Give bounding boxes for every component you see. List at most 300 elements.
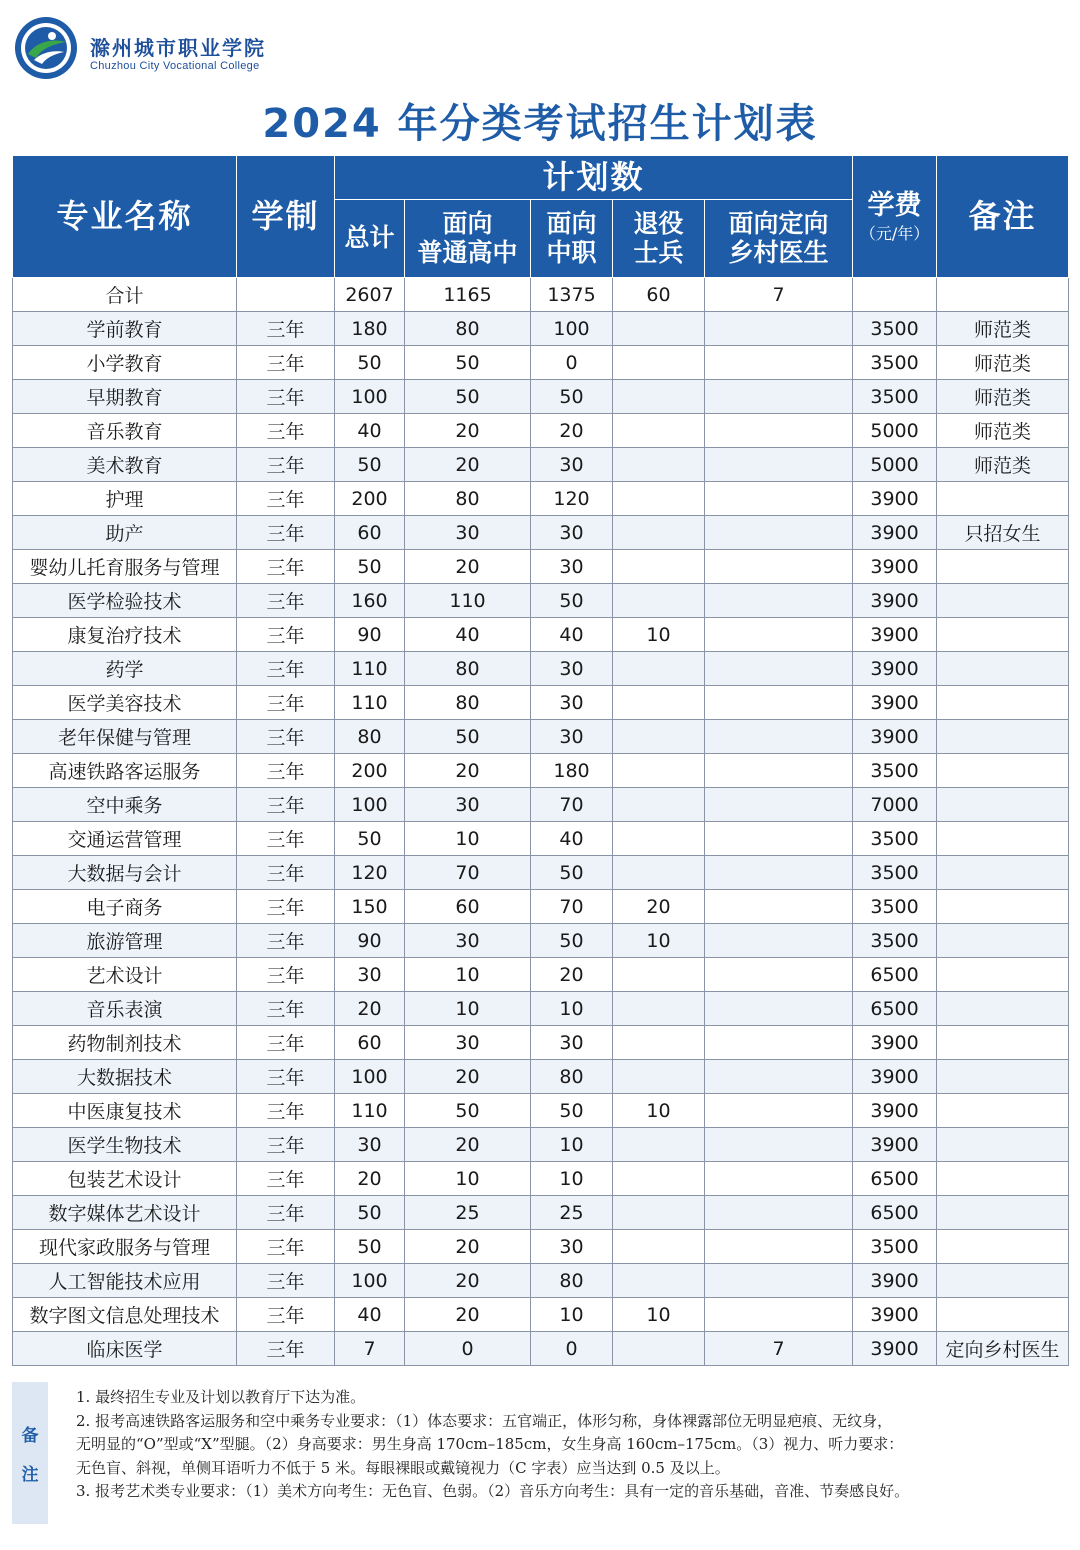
cell-total: 60: [335, 516, 405, 550]
cell-duration: 三年: [237, 1264, 335, 1298]
cell-major: 包装艺术设计: [13, 1162, 237, 1196]
cell-veterans: [613, 550, 705, 584]
school-name-en: Chuzhou City Vocational College: [90, 60, 260, 72]
cell-tuition: 3900: [853, 482, 937, 516]
cell-duration: 三年: [237, 754, 335, 788]
cell-major: 老年保健与管理: [13, 720, 237, 754]
cell-general-hs: 70: [405, 856, 531, 890]
cell-major: 音乐表演: [13, 992, 237, 1026]
cell-general-hs: 50: [405, 720, 531, 754]
cell-remark: 师范类: [937, 346, 1069, 380]
cell-total: 150: [335, 890, 405, 924]
cell-general-hs: 20: [405, 448, 531, 482]
table-row: [13, 1128, 1069, 1162]
table-row: [13, 448, 1069, 482]
cell-major: 人工智能技术应用: [13, 1264, 237, 1298]
cell-veterans: [613, 652, 705, 686]
cell-vocational: 0: [531, 1332, 613, 1366]
cell-total: 60: [335, 1026, 405, 1060]
cell-duration: 三年: [237, 992, 335, 1026]
cell-veterans: [613, 1196, 705, 1230]
cell-duration: 三年: [237, 346, 335, 380]
cell-veterans: [613, 1060, 705, 1094]
cell-major: 数字媒体艺术设计: [13, 1196, 237, 1230]
header-general-hs: [405, 200, 531, 278]
cell-vocational: 100: [531, 312, 613, 346]
cell-rural-doctor: [705, 720, 853, 754]
cell-duration: 三年: [237, 720, 335, 754]
cell-duration: 三年: [237, 686, 335, 720]
cell-rural-doctor: [705, 958, 853, 992]
cell-tuition: 3900: [853, 1026, 937, 1060]
note-line: 2. 报考高速铁路客运服务和空中乘务专业要求：（1）体态要求：五官端正，体形匀称，身体裸露部位无明显疤痕、无纹身，: [76, 1411, 893, 1430]
cell-duration: 三年: [237, 1026, 335, 1060]
header-general-hs-l1: 面向: [442, 208, 493, 238]
cell-veterans: [613, 1230, 705, 1264]
table-row: [13, 1094, 1069, 1128]
cell-rural-doctor: [705, 1026, 853, 1060]
cell-veterans: [613, 958, 705, 992]
cell-rural-doctor: [705, 618, 853, 652]
cell-vocational: 70: [531, 890, 613, 924]
cell-vocational: 10: [531, 1162, 613, 1196]
cell-veterans: [613, 414, 705, 448]
cell-vocational: 10: [531, 1128, 613, 1162]
notes-label-char-2: 注: [21, 1465, 39, 1485]
cell-tuition: 3900: [853, 1298, 937, 1332]
cell-tuition: 3500: [853, 346, 937, 380]
notes-text: [76, 1386, 1066, 1504]
cell-remark: [937, 754, 1069, 788]
cell-general-hs: 20: [405, 1230, 531, 1264]
cell-tuition: 3500: [853, 754, 937, 788]
cell-duration: 三年: [237, 1332, 335, 1366]
cell-general-hs: 0: [405, 1332, 531, 1366]
cell-rural-doctor: [705, 1196, 853, 1230]
cell-tuition: 3900: [853, 516, 937, 550]
cell-tuition: 5000: [853, 448, 937, 482]
header-veterans-l2: 士兵: [633, 237, 684, 267]
cell-veterans: [613, 482, 705, 516]
cell-vocational: 30: [531, 686, 613, 720]
cell-major: 药学: [13, 652, 237, 686]
cell-remark: [937, 1162, 1069, 1196]
table-row: [13, 856, 1069, 890]
cell-duration: 三年: [237, 1128, 335, 1162]
cell-vocational: 30: [531, 516, 613, 550]
cell-tuition: 3900: [853, 1264, 937, 1298]
cell-major: 大数据与会计: [13, 856, 237, 890]
cell-major: 小学教育: [13, 346, 237, 380]
table-row: [13, 1298, 1069, 1332]
total-vocational: 1375: [531, 278, 613, 312]
cell-total: 50: [335, 346, 405, 380]
cell-major: 现代家政服务与管理: [13, 1230, 237, 1264]
cell-total: 30: [335, 958, 405, 992]
cell-vocational: 50: [531, 380, 613, 414]
cell-vocational: 70: [531, 788, 613, 822]
cell-tuition: 3900: [853, 720, 937, 754]
cell-remark: [937, 890, 1069, 924]
cell-general-hs: 80: [405, 686, 531, 720]
header-total: 总计: [335, 200, 405, 278]
cell-major: 旅游管理: [13, 924, 237, 958]
cell-tuition: 3900: [853, 1060, 937, 1094]
cell-major: 学前教育: [13, 312, 237, 346]
cell-general-hs: 10: [405, 1162, 531, 1196]
cell-total: 20: [335, 992, 405, 1026]
cell-general-hs: 110: [405, 584, 531, 618]
cell-total: 7: [335, 1332, 405, 1366]
total-tuition: [853, 278, 937, 312]
cell-remark: 定向乡村医生: [937, 1332, 1069, 1366]
cell-duration: 三年: [237, 380, 335, 414]
table-row: [13, 346, 1069, 380]
cell-duration: 三年: [237, 1230, 335, 1264]
cell-total: 30: [335, 1128, 405, 1162]
cell-duration: 三年: [237, 1162, 335, 1196]
header-rural-doctor-l2: 乡村医生: [728, 237, 829, 267]
cell-rural-doctor: [705, 754, 853, 788]
notes-label: [12, 1382, 48, 1524]
cell-veterans: 10: [613, 1094, 705, 1128]
cell-tuition: 3900: [853, 584, 937, 618]
cell-veterans: [613, 1332, 705, 1366]
header-duration: 学制: [237, 156, 335, 278]
cell-major: 助产: [13, 516, 237, 550]
table-row: [13, 516, 1069, 550]
cell-veterans: [613, 346, 705, 380]
cell-tuition: 3900: [853, 1094, 937, 1128]
cell-vocational: 20: [531, 414, 613, 448]
cell-remark: [937, 958, 1069, 992]
cell-general-hs: 60: [405, 890, 531, 924]
cell-remark: [937, 1196, 1069, 1230]
cell-major: 医学美容技术: [13, 686, 237, 720]
cell-remark: 师范类: [937, 414, 1069, 448]
cell-tuition: 3500: [853, 890, 937, 924]
cell-general-hs: 80: [405, 482, 531, 516]
header-major: 专业名称: [13, 156, 237, 278]
header-tuition-unit: （元/年）: [859, 223, 930, 243]
cell-veterans: 20: [613, 890, 705, 924]
cell-major: 高速铁路客运服务: [13, 754, 237, 788]
cell-veterans: [613, 686, 705, 720]
cell-total: 200: [335, 754, 405, 788]
cell-veterans: [613, 1128, 705, 1162]
cell-rural-doctor: [705, 890, 853, 924]
cell-major: 音乐教育: [13, 414, 237, 448]
cell-remark: [937, 1264, 1069, 1298]
cell-major: 早期教育: [13, 380, 237, 414]
header-rural-doctor: [705, 200, 853, 278]
cell-total: 40: [335, 414, 405, 448]
note-line: 1. 最终招生专业及计划以教育厅下达为准。: [76, 1388, 366, 1406]
cell-general-hs: 20: [405, 1298, 531, 1332]
cell-rural-doctor: [705, 992, 853, 1026]
cell-vocational: 50: [531, 584, 613, 618]
cell-veterans: [613, 584, 705, 618]
cell-total: 100: [335, 1060, 405, 1094]
total-veterans: 60: [613, 278, 705, 312]
cell-remark: 师范类: [937, 380, 1069, 414]
total-total: 2607: [335, 278, 405, 312]
cell-duration: 三年: [237, 516, 335, 550]
cell-veterans: [613, 822, 705, 856]
cell-tuition: 3500: [853, 380, 937, 414]
cell-rural-doctor: [705, 1230, 853, 1264]
cell-tuition: 3500: [853, 856, 937, 890]
cell-remark: [937, 1230, 1069, 1264]
cell-rural-doctor: [705, 652, 853, 686]
cell-veterans: 10: [613, 1298, 705, 1332]
cell-veterans: [613, 1162, 705, 1196]
table-row: [13, 924, 1069, 958]
cell-tuition: 6500: [853, 992, 937, 1026]
cell-general-hs: 20: [405, 1128, 531, 1162]
cell-duration: 三年: [237, 414, 335, 448]
cell-tuition: 7000: [853, 788, 937, 822]
cell-remark: [937, 720, 1069, 754]
cell-remark: [937, 550, 1069, 584]
cell-vocational: 30: [531, 550, 613, 584]
cell-duration: 三年: [237, 550, 335, 584]
cell-veterans: 10: [613, 618, 705, 652]
cell-duration: 三年: [237, 890, 335, 924]
cell-remark: [937, 822, 1069, 856]
cell-remark: [937, 686, 1069, 720]
cell-major: 婴幼儿托育服务与管理: [13, 550, 237, 584]
cell-general-hs: 20: [405, 754, 531, 788]
header-veterans-l1: 退役: [633, 208, 684, 238]
cell-tuition: 3900: [853, 652, 937, 686]
page-title: 2024 年分类考试招生计划表: [262, 101, 818, 147]
cell-tuition: 5000: [853, 414, 937, 448]
cell-remark: [937, 788, 1069, 822]
cell-major: 交通运营管理: [13, 822, 237, 856]
cell-total: 110: [335, 686, 405, 720]
table-row: [13, 482, 1069, 516]
cell-rural-doctor: [705, 516, 853, 550]
cell-veterans: [613, 856, 705, 890]
cell-rural-doctor: [705, 686, 853, 720]
cell-veterans: [613, 1026, 705, 1060]
cell-total: 180: [335, 312, 405, 346]
cell-vocational: 25: [531, 1196, 613, 1230]
header-veterans: [613, 200, 705, 278]
college-header: [12, 12, 612, 92]
cell-total: 100: [335, 788, 405, 822]
cell-veterans: [613, 992, 705, 1026]
total-label: 合计: [13, 278, 237, 312]
enrollment-plan-table: [12, 155, 1069, 1366]
cell-vocational: 30: [531, 720, 613, 754]
cell-rural-doctor: 7: [705, 1332, 853, 1366]
cell-rural-doctor: [705, 1298, 853, 1332]
table-row: [13, 686, 1069, 720]
cell-total: 50: [335, 1230, 405, 1264]
cell-duration: 三年: [237, 1060, 335, 1094]
cell-rural-doctor: [705, 550, 853, 584]
cell-rural-doctor: [705, 1162, 853, 1196]
table-row: [13, 312, 1069, 346]
total-remark: [937, 278, 1069, 312]
cell-total: 100: [335, 1264, 405, 1298]
cell-veterans: [613, 754, 705, 788]
cell-veterans: [613, 380, 705, 414]
cell-total: 110: [335, 1094, 405, 1128]
cell-tuition: 3900: [853, 618, 937, 652]
cell-vocational: 10: [531, 992, 613, 1026]
cell-total: 120: [335, 856, 405, 890]
cell-total: 200: [335, 482, 405, 516]
header-vocational-l1: 面向: [546, 208, 597, 238]
cell-general-hs: 20: [405, 1060, 531, 1094]
cell-vocational: 0: [531, 346, 613, 380]
cell-vocational: 50: [531, 924, 613, 958]
table-row: [13, 788, 1069, 822]
cell-duration: 三年: [237, 1094, 335, 1128]
header-vocational-l2: 中职: [546, 237, 597, 267]
cell-rural-doctor: [705, 448, 853, 482]
total-row: [13, 278, 1069, 312]
total-rural-doctor: 7: [705, 278, 853, 312]
table-row: [13, 1060, 1069, 1094]
cell-duration: 三年: [237, 618, 335, 652]
cell-tuition: 3900: [853, 1128, 937, 1162]
cell-vocational: 50: [531, 1094, 613, 1128]
cell-remark: 师范类: [937, 312, 1069, 346]
table-row: [13, 652, 1069, 686]
cell-general-hs: 20: [405, 1264, 531, 1298]
header-rural-doctor-l1: 面向定向: [728, 208, 829, 238]
cell-duration: 三年: [237, 822, 335, 856]
cell-veterans: [613, 312, 705, 346]
cell-total: 90: [335, 924, 405, 958]
table-row: [13, 584, 1069, 618]
cell-duration: 三年: [237, 312, 335, 346]
cell-remark: [937, 482, 1069, 516]
cell-major: 艺术设计: [13, 958, 237, 992]
cell-veterans: [613, 448, 705, 482]
cell-remark: [937, 1026, 1069, 1060]
cell-duration: 三年: [237, 856, 335, 890]
cell-remark: 师范类: [937, 448, 1069, 482]
cell-tuition: 6500: [853, 1196, 937, 1230]
cell-total: 90: [335, 618, 405, 652]
cell-rural-doctor: [705, 822, 853, 856]
cell-major: 美术教育: [13, 448, 237, 482]
cell-duration: 三年: [237, 924, 335, 958]
cell-duration: 三年: [237, 1298, 335, 1332]
table-row: [13, 1196, 1069, 1230]
cell-major: 大数据技术: [13, 1060, 237, 1094]
header-tuition-label: 学费: [867, 189, 922, 221]
cell-tuition: 6500: [853, 1162, 937, 1196]
cell-duration: 三年: [237, 482, 335, 516]
cell-vocational: 20: [531, 958, 613, 992]
table-row: [13, 550, 1069, 584]
header-remarks: 备注: [937, 156, 1069, 278]
cell-remark: [937, 992, 1069, 1026]
cell-veterans: [613, 516, 705, 550]
cell-total: 50: [335, 550, 405, 584]
cell-tuition: 3500: [853, 822, 937, 856]
cell-total: 40: [335, 1298, 405, 1332]
cell-vocational: 120: [531, 482, 613, 516]
cell-general-hs: 20: [405, 550, 531, 584]
cell-rural-doctor: [705, 856, 853, 890]
cell-total: 110: [335, 652, 405, 686]
cell-total: 20: [335, 1162, 405, 1196]
cell-major: 电子商务: [13, 890, 237, 924]
cell-major: 护理: [13, 482, 237, 516]
cell-rural-doctor: [705, 1094, 853, 1128]
cell-duration: 三年: [237, 584, 335, 618]
table-row: [13, 1332, 1069, 1366]
cell-general-hs: 30: [405, 1026, 531, 1060]
table-row: [13, 822, 1069, 856]
cell-general-hs: 20: [405, 414, 531, 448]
cell-total: 50: [335, 448, 405, 482]
college-logo-icon: [14, 16, 78, 80]
cell-rural-doctor: [705, 380, 853, 414]
table-row: [13, 890, 1069, 924]
cell-rural-doctor: [705, 924, 853, 958]
cell-major: 数字图文信息处理技术: [13, 1298, 237, 1332]
cell-veterans: [613, 720, 705, 754]
cell-major: 空中乘务: [13, 788, 237, 822]
cell-remark: [937, 1094, 1069, 1128]
cell-total: 80: [335, 720, 405, 754]
cell-veterans: 10: [613, 924, 705, 958]
cell-duration: 三年: [237, 1196, 335, 1230]
cell-tuition: 6500: [853, 958, 937, 992]
cell-major: 医学生物技术: [13, 1128, 237, 1162]
cell-rural-doctor: [705, 1264, 853, 1298]
note-line: 无色盲、斜视，单侧耳语听力不低于 5 米。每眼裸眼或戴镜视力（C 字表）应当达到 0.5 及以上。: [76, 1458, 730, 1477]
header-general-hs-l2: 普通高中: [417, 237, 518, 267]
cell-remark: [937, 1128, 1069, 1162]
cell-major: 药物制剂技术: [13, 1026, 237, 1060]
header-tuition: [853, 156, 937, 278]
notes-label-char-1: 备: [21, 1426, 39, 1446]
cell-remark: [937, 924, 1069, 958]
cell-rural-doctor: [705, 414, 853, 448]
cell-general-hs: 30: [405, 924, 531, 958]
cell-rural-doctor: [705, 1128, 853, 1162]
total-duration: [237, 278, 335, 312]
cell-rural-doctor: [705, 482, 853, 516]
cell-remark: [937, 1298, 1069, 1332]
cell-vocational: 40: [531, 822, 613, 856]
cell-major: 康复治疗技术: [13, 618, 237, 652]
cell-total: 50: [335, 822, 405, 856]
cell-remark: [937, 618, 1069, 652]
cell-vocational: 30: [531, 1026, 613, 1060]
notes-box: [12, 1382, 1068, 1524]
cell-veterans: [613, 1264, 705, 1298]
cell-tuition: 3900: [853, 686, 937, 720]
header-plan-group: 计划数: [335, 156, 853, 200]
cell-total: 100: [335, 380, 405, 414]
cell-duration: 三年: [237, 448, 335, 482]
cell-vocational: 30: [531, 652, 613, 686]
table-row: [13, 414, 1069, 448]
table-row: [13, 992, 1069, 1026]
cell-rural-doctor: [705, 584, 853, 618]
table-row: [13, 958, 1069, 992]
